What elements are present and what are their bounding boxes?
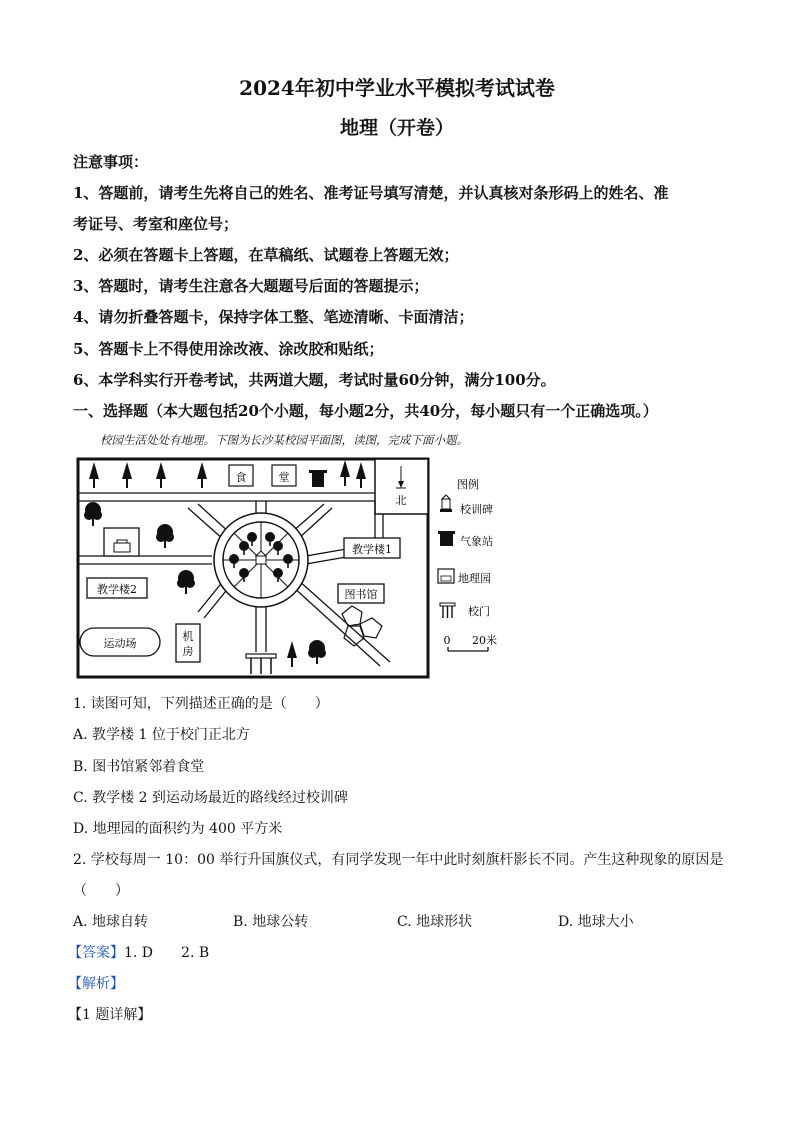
north-label: 北 xyxy=(395,494,407,507)
teaching-building-1-label: 教学楼1 xyxy=(352,543,392,556)
answer-values: 1. D 2. B xyxy=(124,945,210,961)
legend-motto-stele-icon xyxy=(440,495,452,512)
teaching-building-2-label: 教学楼2 xyxy=(97,583,137,596)
detail-tag: 【1 题详解】 xyxy=(68,1007,152,1023)
question-1-option-a: A. 教学楼 1 位于校门正北方 xyxy=(73,727,250,743)
computer-room-label-1: 机 xyxy=(182,630,194,643)
legend-title: 图例 xyxy=(457,478,479,491)
legend-geography-garden-icon xyxy=(438,569,454,583)
page-subtitle: 地理（开卷） xyxy=(339,117,454,139)
legend-weather-station-icon xyxy=(438,531,455,546)
note-line-1: 1、答题前，请考生先将自己的姓名、准考证号填写清楚，并认真核对条形码上的姓名、准 xyxy=(73,184,669,202)
question-1-option-c: C. 教学楼 2 到运动场最近的路线经过校训碑 xyxy=(73,790,348,806)
question-2-option-c: C. 地球形状 xyxy=(397,914,473,930)
note-line-2: 2、必须在答题卡上答题，在草稿纸、试题卷上答题无效； xyxy=(73,246,459,264)
notes-heading: 注意事项： xyxy=(73,153,149,171)
motto-stele-icon xyxy=(256,556,266,564)
question-2-stem: 2. 学校每周一 10：00 举行升国旗仪式，有同学发现一年中此时刻旗杆影长不同。产生这种现象的原因是 xyxy=(73,852,724,868)
answer-line xyxy=(68,942,209,962)
question-1-option-b: B. 图书馆紧邻着食堂 xyxy=(73,759,205,775)
library-label: 图书馆 xyxy=(344,588,378,601)
answer-tag: 【答案】 xyxy=(68,945,124,961)
tree-icon xyxy=(177,570,195,594)
computer-room-label-2: 房 xyxy=(182,645,194,658)
section-heading: 一、选择题（本大题包括20个小题，每小题2分，共40分，每小题只有一个正确选项。） xyxy=(73,402,658,420)
scale-end-label: 20米 xyxy=(472,634,497,647)
legend-label-geography-garden: 地理园 xyxy=(458,572,491,585)
map-legend xyxy=(438,477,497,651)
weather-station-icon xyxy=(312,471,324,487)
tree-icon xyxy=(84,502,102,526)
note-line-6: 6、本学科实行开卷考试，共两道大题，考试时量60分钟，满分100分。 xyxy=(73,371,556,389)
library-garden xyxy=(342,606,382,646)
analysis-tag: 【解析】 xyxy=(68,976,124,992)
legend-school-gate-icon xyxy=(440,603,455,618)
legend-label-school-gate: 校门 xyxy=(468,605,490,618)
question-2-option-d: D. 地球大小 xyxy=(558,914,634,930)
tree-icon xyxy=(308,640,326,664)
campus-map xyxy=(70,452,515,684)
question-1-stem: 1. 读图可知，下列描述正确的是（ ） xyxy=(73,696,329,712)
scale-bar xyxy=(448,647,488,651)
tree-icon xyxy=(287,641,297,667)
legend-label-motto-stele: 校训碑 xyxy=(460,503,493,516)
scale-start-label: 0 xyxy=(443,634,451,647)
question-2-stem-cont: （ ） xyxy=(73,883,129,899)
tree-icon xyxy=(156,524,174,548)
section-intro: 校园生活处处有地理。下图为长沙某校园平面图，读图，完成下面小题。 xyxy=(100,433,468,447)
question-2-option-b: B. 地球公转 xyxy=(233,914,309,930)
page-title: 2024年初中学业水平模拟考试试卷 xyxy=(239,76,555,100)
question-2-option-a: A. 地球自转 xyxy=(73,914,149,930)
top-trees xyxy=(89,460,366,488)
note-line-5: 5、答题卡上不得使用涂改液、涂改胶和贴纸； xyxy=(73,340,384,358)
note-line-1-cont: 考证号、考室和座位号； xyxy=(73,215,239,233)
note-line-3: 3、答题时，请考生注意各大题题号后面的答题提示； xyxy=(73,277,429,295)
playground-label: 运动场 xyxy=(103,637,137,650)
canteen-label-2: 堂 xyxy=(278,471,290,484)
question-1-option-d: D. 地理园的面积约为 400 平方米 xyxy=(73,821,283,837)
legend-label-weather-station: 气象站 xyxy=(460,535,493,548)
school-gate-icon xyxy=(246,654,276,674)
note-line-4: 4、请勿折叠答题卡，保持字体工整、笔迹清晰、卡面清洁； xyxy=(73,308,474,326)
canteen-label-1: 食 xyxy=(235,471,247,484)
